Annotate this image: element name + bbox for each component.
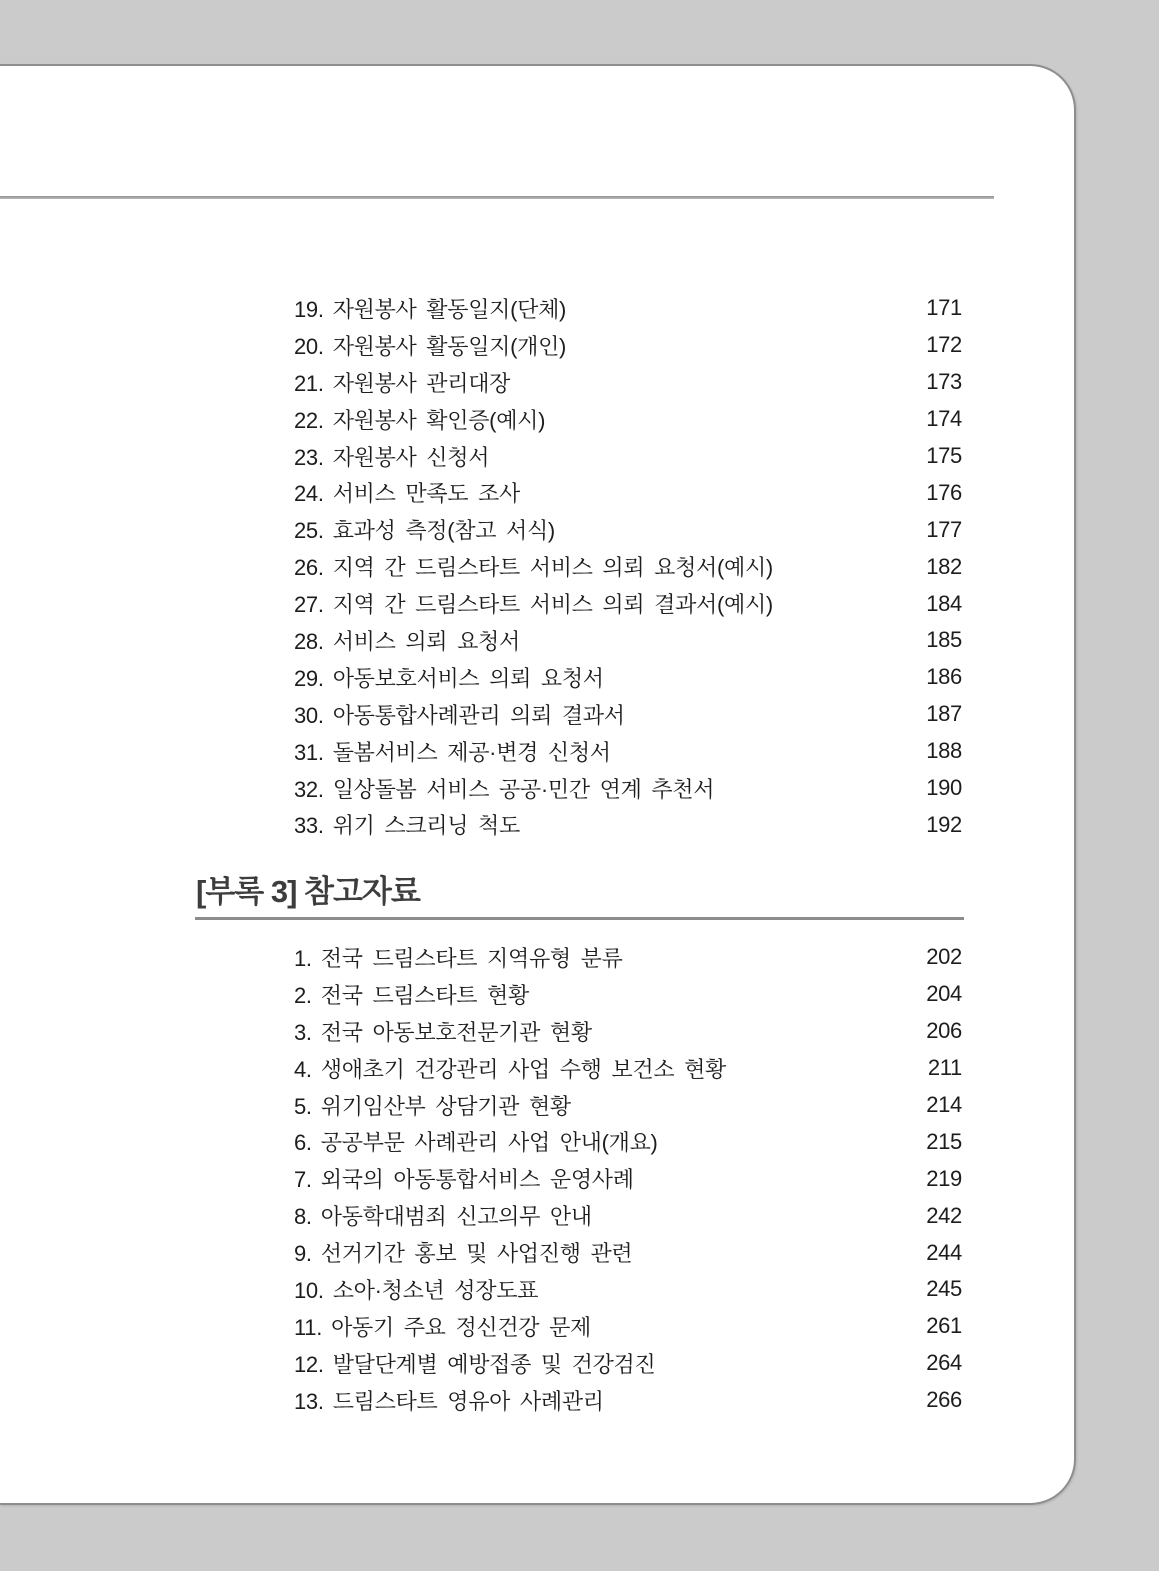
toc-item-page: 214 [926,1092,962,1117]
toc-item-number: 9. [294,1241,312,1267]
toc-item-label [294,330,566,361]
toc-item [294,696,962,733]
toc-item-label [294,293,566,324]
toc-item-page: 185 [926,627,962,653]
toc-item-page: 171 [926,295,962,321]
toc-item [294,806,962,843]
toc-item-label [294,514,555,545]
toc-item-title: 자원봉사 신청서 [332,444,490,470]
toc-item-title: 아동통합사례관리 의뢰 결과서 [332,702,625,728]
appendix3-heading-rule [195,917,964,920]
toc-item-label [294,404,545,435]
toc-item-number: 30. [294,702,324,728]
toc-item-number: 13. [294,1388,324,1414]
toc-item-page: 244 [926,1239,962,1265]
toc-item-page: 261 [926,1313,962,1339]
toc-item [294,976,962,1013]
toc-item-label [294,1126,658,1157]
toc-item-number: 21. [294,370,324,396]
toc-item-page: 186 [926,664,962,690]
toc-item-label [294,662,604,693]
toc-item [294,1160,962,1197]
toc-item-label [294,1163,634,1194]
toc-item-number: 20. [294,333,324,359]
toc-item-page: 242 [926,1202,962,1228]
toc-item [294,1197,962,1234]
toc-item [294,290,962,327]
toc-item-page: 245 [926,1276,962,1302]
toc-item-number: 3. [294,1019,312,1045]
toc-list-continued [294,290,962,843]
toc-item-number: 27. [294,592,324,618]
toc-item-page: 266 [926,1387,962,1413]
toc-item-page: 211 [927,1055,962,1081]
toc-item-page: 202 [926,944,962,970]
toc-item-title: 위기 스크리닝 척도 [332,813,520,839]
toc-item-number: 7. [294,1167,312,1193]
toc-item [294,1382,962,1419]
toc-item-number: 29. [294,665,324,691]
toc-item-title: 전국 아동보호전문기관 현황 [320,1019,592,1045]
toc-item-label [294,1016,592,1047]
toc-item-label [294,477,520,508]
toc-item [294,770,962,807]
toc-item-label [294,736,611,767]
toc-item-label [294,809,520,840]
toc-item-title: 소아·청소년 성장도표 [332,1277,539,1303]
toc-item-label [294,773,714,804]
toc-item-title: 자원봉사 활동일지(단체) [332,296,567,322]
toc-item-number: 25. [294,518,324,544]
toc-item-title: 서비스 의뢰 요청서 [332,628,520,654]
toc-item-number: 32. [294,776,324,802]
toc-item-title: 자원봉사 확인증(예시) [332,407,546,433]
toc-item-number: 8. [294,1204,312,1230]
toc-item-title: 생애초기 건강관리 사업 수행 보건소 현황 [320,1056,726,1082]
toc-item-page: 219 [926,1165,962,1191]
toc-item-title: 자원봉사 활동일지(개인) [332,333,567,359]
toc-item-page: 172 [926,332,962,358]
toc-item-number: 23. [294,444,324,470]
toc-item [294,585,962,622]
toc-item-title: 발달단계별 예방접종 및 건강검진 [332,1351,656,1377]
toc-item-label [294,551,773,582]
toc-item-page: 184 [926,590,962,616]
toc-item-title: 아동학대범죄 신고의무 안내 [320,1204,592,1230]
toc-item-page: 177 [926,516,962,542]
toc-item-page: 192 [926,811,962,837]
toc-item-number: 1. [294,945,312,971]
appendix3-heading: [부록 3] 참고자료 [196,874,420,909]
toc-item-number: 19. [294,296,324,322]
toc-item-title: 일상돌봄 서비스 공공·민간 연계 추천서 [332,776,715,802]
toc-item-label [294,625,520,656]
toc-item-number: 12. [294,1351,324,1377]
toc-item-title: 돌봄서비스 제공·변경 신청서 [332,739,611,765]
toc-item-title: 공공부문 사례관리 사업 안내(개요) [320,1130,658,1156]
toc-item-page: 264 [926,1350,962,1376]
toc-item-number: 22. [294,407,324,433]
toc-item-number: 4. [294,1056,312,1082]
toc-list-appendix3 [294,939,962,1419]
toc-item [294,364,962,401]
toc-item-number: 11. [294,1314,323,1340]
toc-item-title: 효과성 측정(참고 서식) [332,518,555,544]
toc-item [294,1013,962,1050]
toc-item-title: 자원봉사 관리대장 [332,370,511,396]
toc-item [294,939,962,976]
toc-item-number: 26. [294,555,324,581]
toc-item-page: 182 [926,553,962,579]
toc-item-label [294,1053,726,1084]
toc-item [294,474,962,511]
toc-item [294,1050,962,1087]
toc-item-title: 외국의 아동통합서비스 운영사례 [320,1167,634,1193]
toc-item-page: 204 [926,981,962,1007]
toc-item-label [294,1274,538,1305]
toc-item [294,438,962,475]
toc-item-label [294,1385,604,1416]
toc-item [294,1087,962,1124]
toc-item-title: 아동기 주요 정신건강 문제 [331,1314,591,1340]
toc-item-page: 187 [926,701,962,727]
toc-item-title: 전국 드림스타트 현황 [320,982,529,1008]
toc-item-page: 215 [926,1128,962,1154]
toc-item [294,622,962,659]
toc-item [294,327,962,364]
page-top-rule [0,196,994,199]
toc-item-title: 전국 드림스타트 지역유형 분류 [320,945,623,971]
toc-item [294,1271,962,1308]
toc-item-title: 아동보호서비스 의뢰 요청서 [332,665,604,691]
toc-item-title: 위기임산부 상담기관 현황 [320,1093,571,1119]
toc-item [294,659,962,696]
toc-item-label [294,699,625,730]
toc-item-title: 드림스타트 영유아 사례관리 [332,1388,604,1414]
toc-item-number: 2. [294,982,312,1008]
toc-item [294,1345,962,1382]
toc-item [294,401,962,438]
toc-item-number: 5. [294,1093,312,1119]
toc-item-label [294,979,529,1010]
toc-item-number: 31. [294,739,324,765]
toc-item-title: 지역 간 드림스타트 서비스 의뢰 요청서(예시) [332,555,773,581]
toc-item [294,1308,962,1345]
toc-item-number: 28. [294,628,324,654]
toc-item-title: 지역 간 드림스타트 서비스 의뢰 결과서(예시) [332,592,773,618]
toc-item-label [294,1200,592,1231]
toc-item-page: 206 [926,1018,962,1044]
toc-item-number: 10. [294,1277,324,1303]
toc-item-page: 175 [926,443,962,468]
toc-item-label [294,441,489,472]
toc-item-page: 173 [926,369,962,395]
toc-item-page: 188 [926,738,962,764]
toc-item-page: 190 [926,775,962,801]
toc-item-label [294,1237,632,1268]
toc-item-page: 176 [926,479,962,505]
toc-item-label [294,942,623,973]
toc-item-number: 24. [294,481,324,507]
toc-item-label [294,367,510,398]
toc-item-page: 174 [926,406,962,432]
toc-item-number: 6. [294,1130,312,1156]
toc-item-number: 33. [294,813,324,839]
toc-item [294,733,962,770]
toc-item-label [294,588,773,619]
toc-item-label [294,1348,655,1379]
toc-item-label [294,1090,571,1121]
toc-item-title: 선거기간 홍보 및 사업진행 관련 [320,1241,633,1267]
toc-item [294,511,962,548]
toc-item [294,548,962,585]
toc-item-label [294,1311,591,1342]
toc-item-title: 서비스 만족도 조사 [332,481,520,507]
toc-item [294,1234,962,1271]
toc-item [294,1123,962,1160]
